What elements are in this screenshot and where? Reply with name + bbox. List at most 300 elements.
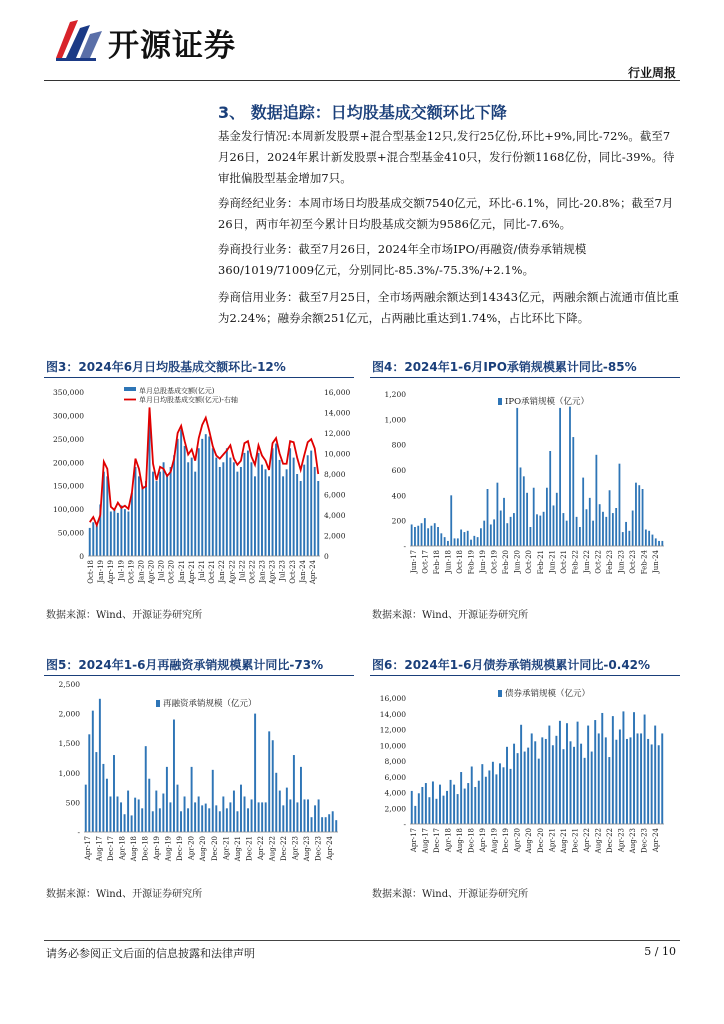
figure-4-title: 图4：2024年1-6月IPO承销规模累计同比-85% (372, 360, 637, 374)
bar (658, 541, 660, 546)
y-tick-label: 200,000 (52, 458, 84, 468)
bar (506, 747, 508, 824)
page-number: 5 / 10 (644, 945, 676, 958)
paragraph-brokerage: 券商经纪业务：本周市场日均股基成交额7540亿元，环比-6.1%，同比-20.8%；截至7月26日，两市年初至今累计日均股基成交额为9586亿元，同比-7.6%。 (218, 196, 674, 231)
x-tick-label: Apr-19 (479, 828, 487, 853)
x-tick-label: Aug-19 (164, 836, 173, 862)
x-tick-label: Oct-21 (559, 550, 568, 574)
bar (293, 458, 295, 556)
bar (625, 522, 627, 546)
bar (595, 455, 597, 546)
bar (647, 739, 649, 824)
y-right-tick-label: 14,000 (324, 408, 351, 418)
bar (531, 733, 533, 824)
bar (440, 533, 442, 546)
figure-4-source: 数据来源：Wind、开源证券研究所 (372, 610, 529, 621)
bar (446, 791, 448, 824)
bar (226, 808, 228, 832)
bar (106, 476, 108, 556)
x-tick-label: Aug-17 (421, 828, 430, 854)
x-tick-label: Aug-21 (559, 828, 568, 854)
bar (523, 476, 525, 546)
x-tick-label: Feb-18 (432, 550, 441, 575)
y-tick-label: 350,000 (52, 388, 84, 397)
bar (317, 481, 319, 556)
bar (265, 802, 267, 832)
x-tick-label: Apr-21 (187, 560, 196, 585)
bar (293, 755, 295, 832)
bar (520, 467, 522, 546)
brand-name: 开源证券 (108, 28, 236, 64)
bar (219, 467, 221, 556)
bar (556, 493, 558, 546)
report-type-label: 行业周报 (627, 66, 676, 80)
bar (425, 783, 427, 824)
x-tick-label: Jan-22 (218, 560, 227, 583)
x-tick-label: Jun-22 (583, 550, 591, 574)
bar (541, 737, 543, 824)
bar (286, 788, 288, 832)
x-tick-label: Apr-22 (583, 828, 591, 853)
bar (212, 448, 214, 556)
x-tick-label: Dec-17 (432, 828, 441, 853)
bar (503, 767, 505, 824)
bar (591, 752, 593, 824)
bar (261, 465, 263, 556)
bar (258, 453, 260, 556)
bar (580, 744, 582, 824)
x-tick-label: Jun-20 (513, 550, 522, 574)
x-tick-label: Jan-21 (177, 560, 186, 583)
y-tick-label: 16,000 (379, 694, 406, 703)
bar (530, 527, 532, 546)
bar (480, 528, 482, 546)
y-right-tick-label: 4,000 (324, 511, 346, 520)
bar (233, 791, 235, 832)
x-tick-label: Apr-17 (83, 836, 92, 861)
bar (548, 726, 550, 824)
bar (510, 769, 512, 824)
bar (589, 498, 591, 546)
bar (533, 488, 535, 546)
x-tick-label: Oct-20 (525, 550, 534, 574)
bar (605, 737, 607, 824)
bar (156, 481, 158, 556)
bar (471, 767, 473, 824)
bar (473, 536, 475, 546)
bar (485, 777, 487, 824)
x-tick-label: Feb-19 (467, 550, 476, 575)
bar (155, 791, 157, 832)
bar (615, 508, 617, 546)
bar (212, 770, 214, 832)
bar (233, 462, 235, 556)
bar (187, 462, 189, 556)
bar (226, 448, 228, 556)
x-tick-label: Apr-20 (513, 828, 522, 853)
bar (460, 772, 462, 824)
bar (431, 526, 433, 546)
x-tick-label: Dec-21 (571, 828, 580, 853)
bar (638, 485, 640, 546)
x-tick-label: Oct-20 (167, 560, 176, 584)
paragraph-investment-banking: 券商投行业务：截至7月26日，2024年全市场IPO/再融资/债券承销规模360/1019/71009亿元，分别同比-85.3%/-75.3%/+2.1%。 (218, 242, 587, 277)
bar (314, 467, 316, 556)
bar (96, 526, 98, 556)
x-tick-label: Oct-19 (127, 560, 136, 584)
bar (570, 741, 572, 824)
bar (526, 493, 528, 546)
bar (622, 711, 624, 824)
x-tick-label: Aug-22 (594, 828, 603, 854)
bar (443, 796, 445, 824)
bar (120, 802, 122, 832)
y-tick-label: 10,000 (379, 741, 406, 751)
y-tick-label: 12,000 (379, 725, 406, 735)
bar (254, 476, 256, 556)
bar (493, 519, 495, 546)
bar (555, 736, 557, 824)
bar (184, 796, 186, 832)
bar (92, 711, 94, 832)
bar (247, 451, 249, 556)
paragraph-credit-business: 券商信用业务：截至7月25日，全市场两融余额达到14343亿元，两融余额占流通市值比重为2.24%；融券余额251亿元，占两融比重达到1.74%，占比环比下降。 (218, 290, 679, 325)
y-tick-label: 150,000 (52, 481, 84, 491)
bar (536, 514, 538, 546)
bar (582, 478, 584, 546)
bar (503, 498, 505, 546)
bar (411, 524, 413, 546)
bar (159, 472, 161, 556)
x-tick-label: Aug-18 (456, 828, 464, 854)
bar (307, 455, 309, 556)
x-tick-label: Apr-24 (309, 560, 317, 585)
x-tick-label: Aug-20 (525, 828, 534, 854)
x-tick-label: Aug-23 (629, 828, 638, 854)
y-right-tick-label: 16,000 (324, 388, 351, 397)
bar (279, 460, 281, 556)
bar (289, 448, 291, 556)
y-right-tick-label: 6,000 (324, 490, 346, 500)
bar (184, 446, 186, 556)
x-tick-label: Jan-20 (137, 560, 146, 583)
bar (279, 791, 281, 832)
bar (450, 495, 452, 546)
y-tick-label: 500 (65, 798, 80, 808)
bar (300, 481, 302, 556)
bar (481, 764, 483, 824)
bar (513, 513, 515, 546)
bar (244, 796, 246, 832)
x-tick-label: Jul-20 (157, 560, 166, 581)
legend-label: IPO承销规模（亿元） (505, 397, 590, 407)
x-tick-label: Oct-22 (594, 550, 603, 574)
bar (191, 767, 193, 832)
bar (414, 806, 416, 824)
x-tick-label: Aug-20 (199, 836, 208, 862)
bar (127, 511, 129, 556)
bar (142, 486, 144, 556)
bar (457, 538, 459, 546)
bar (177, 439, 179, 556)
x-tick-label: Oct-18 (87, 560, 95, 584)
y-right-tick-label: 10,000 (324, 449, 351, 459)
y-tick-label: - (77, 828, 80, 837)
bar (637, 733, 639, 824)
bar (559, 408, 561, 546)
x-tick-label: Aug-17 (95, 836, 104, 862)
bar (658, 745, 660, 824)
bar (296, 474, 298, 556)
bar (275, 773, 277, 832)
bar (325, 817, 327, 832)
bar (205, 804, 207, 832)
x-tick-label: Dec-20 (210, 836, 219, 861)
y-tick-label: 4,000 (384, 788, 406, 798)
bar (145, 481, 147, 556)
bar (549, 451, 551, 546)
y-right-tick-label: 2,000 (324, 531, 346, 541)
x-tick-label: Aug-23 (303, 836, 312, 862)
bar (201, 439, 203, 556)
bar (296, 802, 298, 832)
bar (102, 764, 104, 832)
figure-3-source: 数据来源：Wind、开源证券研究所 (46, 610, 203, 621)
y-tick-label: 8,000 (384, 757, 406, 766)
bar (492, 762, 494, 824)
x-tick-label: Dec-22 (606, 828, 614, 853)
bar (642, 489, 644, 546)
bar (592, 521, 594, 546)
figure-3-rule (44, 377, 354, 378)
bar (328, 814, 330, 832)
bar (434, 523, 436, 546)
bar (427, 528, 429, 546)
bar (414, 527, 416, 546)
y-tick-label: 2,000 (384, 804, 406, 814)
x-tick-label: Oct-23 (629, 550, 638, 574)
bar (208, 808, 210, 832)
bar (477, 537, 479, 546)
bar (655, 538, 657, 546)
x-tick-label: Apr-22 (257, 836, 265, 861)
bar (478, 781, 480, 824)
bar (240, 785, 242, 832)
bar (615, 740, 617, 824)
bar (566, 723, 568, 824)
legend-swatch-bar (124, 387, 136, 391)
y-tick-label: 600 (391, 466, 406, 475)
bar (598, 733, 600, 824)
bar (411, 791, 413, 824)
x-tick-label: Jul-23 (278, 560, 287, 581)
x-tick-label: Jul-19 (117, 560, 126, 581)
bar (243, 453, 245, 556)
footer-disclaimer: 请务必参阅正文后面的信息披露和法律声明 (46, 947, 255, 960)
bar (474, 787, 476, 824)
x-tick-label: Apr-20 (187, 836, 196, 861)
bar (89, 528, 91, 556)
bar (194, 802, 196, 832)
chart-refinancing-underwriting (44, 678, 356, 880)
x-tick-label: Apr-21 (222, 836, 231, 861)
x-tick-label: Dec-18 (141, 836, 150, 861)
x-tick-label: Oct-23 (288, 560, 297, 584)
bar (251, 799, 253, 832)
brand-logo-mark (56, 18, 104, 62)
bar (439, 785, 441, 824)
x-tick-label: Oct-17 (421, 550, 430, 574)
bar (453, 785, 455, 824)
bar (92, 522, 94, 556)
legend-swatch-bar (156, 700, 160, 707)
x-tick-label: Dec-18 (467, 828, 476, 853)
bar (630, 737, 632, 824)
bar (612, 513, 614, 546)
bar (552, 745, 554, 824)
x-tick-label: Oct-18 (456, 550, 464, 574)
figure-5-title: 图5：2024年1-6月再融资承销规模累计同比-73% (46, 658, 324, 672)
bar (460, 530, 462, 546)
bar (219, 811, 221, 832)
bar (490, 524, 492, 546)
bar (268, 731, 270, 832)
bar (435, 799, 437, 824)
bar (191, 458, 193, 556)
bar (421, 523, 423, 546)
bar (444, 537, 446, 546)
y-tick-label: 200 (391, 516, 406, 526)
bar (145, 746, 147, 832)
bar (166, 474, 168, 556)
x-tick-label: Apr-20 (147, 560, 156, 585)
bar (268, 476, 270, 556)
bar (166, 767, 168, 832)
bar (654, 726, 656, 824)
x-tick-label: Apr-24 (326, 836, 335, 861)
x-tick-label: Apr-19 (107, 560, 116, 585)
x-tick-label: Jun-19 (479, 550, 487, 574)
bar (141, 808, 143, 832)
figure-6-rule (370, 675, 680, 676)
x-tick-label: Apr-23 (291, 836, 300, 861)
bar (180, 429, 182, 556)
x-tick-label: Jan-24 (298, 560, 307, 583)
bar (510, 517, 512, 546)
x-tick-label: Feb-22 (571, 550, 580, 575)
y-right-tick-label: 12,000 (324, 429, 351, 438)
bar (177, 785, 179, 832)
bar (240, 467, 242, 556)
bar (300, 767, 302, 832)
bar (258, 802, 260, 832)
bar (421, 787, 423, 824)
bar (282, 805, 284, 832)
bar (546, 488, 548, 546)
bar (553, 505, 555, 546)
bar (113, 509, 115, 556)
figure-5-source: 数据来源：Wind、开源证券研究所 (46, 889, 203, 900)
y-tick-label: - (403, 542, 406, 551)
bar (261, 802, 263, 832)
x-tick-label: Dec-21 (245, 836, 254, 861)
bar (648, 531, 650, 546)
bar (162, 794, 164, 832)
bar (464, 532, 466, 546)
y-tick-label: 6,000 (384, 772, 406, 782)
bar (95, 752, 97, 832)
bar (286, 469, 288, 556)
bar (539, 516, 541, 546)
bar (110, 511, 112, 556)
bar (467, 531, 469, 546)
bar (99, 699, 101, 832)
bar (198, 448, 200, 556)
x-tick-label: Jul-21 (198, 560, 206, 581)
legend-label: 债券承销规模（亿元） (505, 689, 591, 699)
bar (516, 408, 518, 546)
bar (608, 757, 610, 824)
x-tick-label: Apr-18 (444, 828, 453, 853)
y-tick-label: 2,000 (58, 709, 80, 719)
x-tick-label: Apr-23 (617, 828, 626, 853)
bar (652, 535, 654, 546)
x-tick-label: Dec-19 (176, 836, 185, 861)
legend-label: 再融资承销规模（亿元） (163, 699, 257, 709)
bar (450, 780, 452, 824)
bar (601, 713, 603, 824)
bar (500, 511, 502, 546)
y-tick-label: 800 (391, 440, 406, 450)
bar (562, 749, 564, 824)
bar (586, 509, 588, 546)
section-title: 3、 数据追踪：日均股基成交额环比下降 (218, 103, 507, 122)
bar (566, 521, 568, 546)
bar (314, 805, 316, 832)
bar (464, 789, 466, 824)
x-tick-label: Oct-21 (208, 560, 217, 584)
bar (148, 779, 150, 832)
bar (215, 458, 217, 556)
bar (454, 538, 456, 546)
x-tick-label: Jun-17 (409, 550, 418, 574)
bar (247, 808, 249, 832)
bar (85, 785, 87, 832)
bar (626, 739, 628, 824)
x-tick-label: Jun-24 (652, 550, 661, 574)
bar (321, 817, 323, 832)
figure-6-source: 数据来源：Wind、开源证券研究所 (372, 889, 529, 900)
x-tick-label: Feb-23 (606, 550, 614, 575)
bar (534, 741, 536, 824)
bar (609, 490, 611, 546)
bar (163, 462, 165, 556)
bar (109, 796, 111, 832)
x-tick-label: Feb-24 (640, 550, 649, 575)
x-tick-label: Dec-19 (502, 828, 511, 853)
x-tick-label: Aug-18 (130, 836, 138, 862)
x-tick-label: Jul-22 (238, 560, 247, 581)
bar (250, 462, 252, 556)
bar (222, 462, 224, 556)
y-tick-label: 1,000 (384, 415, 406, 425)
bar (622, 532, 624, 546)
bar (289, 799, 291, 832)
bar (587, 726, 589, 824)
x-tick-label: Aug-19 (490, 828, 499, 854)
bar (569, 407, 571, 546)
bar (275, 444, 277, 556)
